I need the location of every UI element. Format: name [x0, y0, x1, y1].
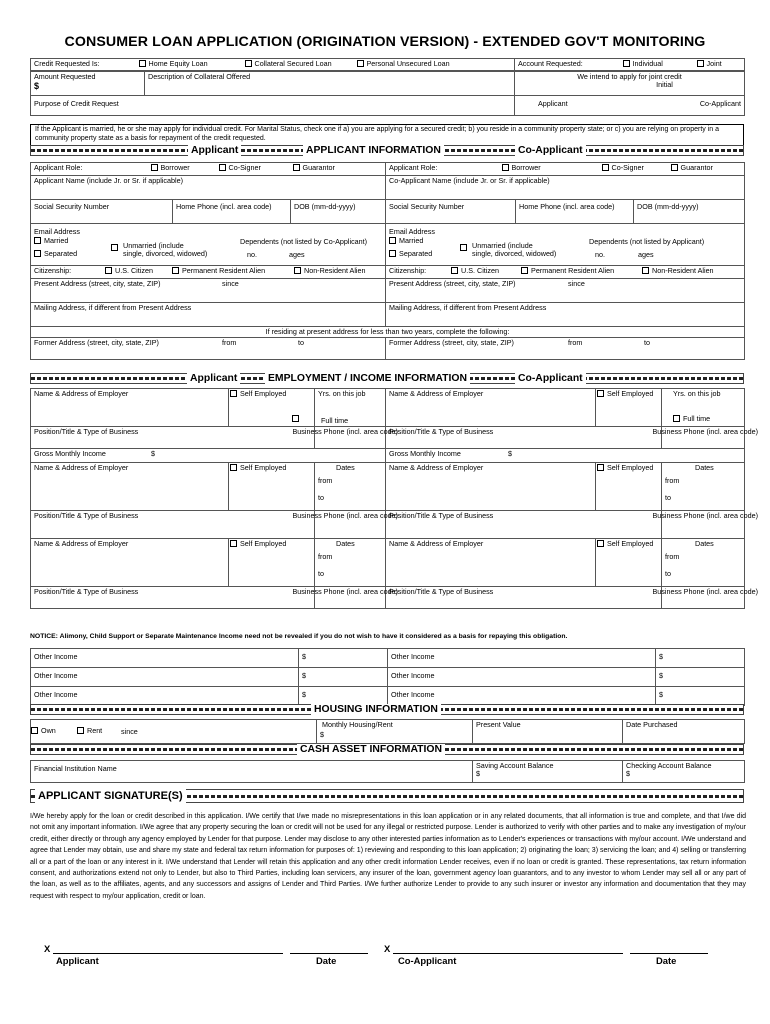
form-title: CONSUMER LOAN APPLICATION (ORIGINATION VERSION) - EXTENDED GOV'T MONITORING: [64, 34, 706, 50]
monthly-housing-label: Monthly Housing/Rent: [322, 720, 393, 729]
co-home-phone-label: Home Phone (incl. area code): [519, 202, 615, 211]
other-income-1-amount[interactable]: [299, 649, 388, 668]
borrower-checkbox[interactable]: [151, 164, 158, 171]
individual-label: Individual: [632, 59, 663, 68]
joint-credit-label: We intend to apply for joint credit: [577, 72, 682, 81]
full-time-1-checkbox[interactable]: [292, 415, 299, 422]
account-requested-label: Account Requested:: [518, 59, 583, 68]
former-address-field[interactable]: [31, 338, 386, 360]
non-resident-label: Non-Resident Alien: [304, 266, 366, 275]
applicant-info-title: APPLICANT INFORMATION: [303, 145, 444, 156]
yrs-job-1-label: Yrs. on this job: [318, 389, 366, 398]
collateral-label: Description of Collateral Offered: [148, 72, 251, 81]
employment-table: [30, 388, 758, 609]
dates-3-from: from: [318, 552, 333, 561]
co-other-income-1-dollar: $: [659, 652, 663, 661]
co-dates-3-label: Dates: [695, 539, 714, 548]
co-married-checkbox[interactable]: [389, 237, 396, 244]
housing-since-label: since: [121, 727, 138, 736]
co-other-income-3-dollar: $: [659, 690, 663, 699]
cash-title: CASH ASSET INFORMATION: [297, 744, 445, 755]
co-other-income-2[interactable]: [388, 668, 656, 687]
amount-field[interactable]: [31, 72, 145, 96]
self-employed-1-checkbox[interactable]: [230, 390, 237, 397]
employer-3-label: Name & Address of Employer: [34, 539, 129, 548]
applicant-info-bar: [30, 145, 744, 156]
co-dates-2-field[interactable]: [662, 463, 745, 511]
co-borrower-label: Borrower: [511, 163, 541, 172]
unmarried-sub-label: single, divorced, widowed): [123, 249, 208, 258]
former-to-label: to: [298, 338, 304, 348]
co-non-resident-checkbox[interactable]: [642, 267, 649, 274]
checking-label: Checking Account Balance: [626, 761, 712, 770]
co-perm-resident-checkbox[interactable]: [521, 267, 528, 274]
other-income-2-amount[interactable]: [299, 668, 388, 687]
co-applicant-role-label: Applicant Role:: [389, 163, 438, 172]
employment-left: Applicant: [187, 373, 240, 384]
citizenship-label: Citizenship:: [34, 266, 72, 275]
perm-resident-label: Permanent Resident Alien: [182, 266, 266, 275]
co-married-label: Married: [399, 236, 424, 245]
marital-notice: If the Applicant is married, he or she may apply for individual credit. For Marital Status, check one if a) you are applying for a secured credit; b) you reside in a community property state; or c) you are relying on property in a community property state as a basis for repayment of the credit requested.: [35, 126, 719, 142]
collateral-secured-checkbox[interactable]: [245, 60, 252, 67]
applicant-date-line[interactable]: [290, 953, 368, 954]
self-employed-2-label: Self Employed: [240, 463, 287, 472]
position-2-field[interactable]: [31, 511, 398, 539]
co-gross-income-dollar: $: [508, 449, 512, 458]
perm-resident-checkbox[interactable]: [172, 267, 179, 274]
gross-income-label: Gross Monthly Income: [34, 449, 106, 458]
cash-bar: [30, 744, 744, 755]
saving-dollar: $: [476, 769, 480, 779]
initial-co-applicant-label: Co-Applicant: [699, 99, 741, 108]
rent-checkbox[interactable]: [77, 727, 84, 734]
former-address-label: Former Address (street, city, state, ZIP): [34, 338, 159, 348]
applicant-info-left: Applicant: [188, 145, 241, 156]
co-self-employed-3-checkbox[interactable]: [597, 540, 604, 547]
position-3-field[interactable]: [31, 587, 398, 609]
co-self-employed-2-label: Self Employed: [607, 463, 654, 472]
co-position-3-field[interactable]: [386, 587, 758, 609]
applicant-role-label: Applicant Role:: [34, 163, 83, 172]
other-income-1[interactable]: [31, 649, 299, 668]
other-income-3-dollar: $: [302, 690, 306, 699]
co-email-label: Email Address: [389, 227, 435, 236]
amount-table: [30, 71, 745, 116]
housing-table: [30, 719, 745, 744]
cash-table: [30, 760, 745, 783]
dob-field[interactable]: [291, 200, 386, 224]
checking-dollar: $: [626, 769, 630, 779]
position-2-label: Position/Title & Type of Business: [34, 511, 139, 520]
employer-2-label: Name & Address of Employer: [34, 463, 129, 472]
co-present-address-field[interactable]: [386, 279, 745, 303]
co-yrs-job-1-field[interactable]: [662, 389, 745, 427]
co-self-employed-1-label: Self Employed: [607, 389, 654, 398]
other-income-1-dollar: $: [302, 652, 306, 661]
co-present-address-label: Present Address (street, city, state, ZIP): [389, 279, 516, 288]
self-employed-1-label: Self Employed: [240, 389, 287, 398]
employer-1-field[interactable]: [31, 389, 229, 427]
unmarried-label: Unmarried (include: [123, 241, 184, 250]
former-from-label: from: [222, 338, 237, 348]
self-employed-3-checkbox[interactable]: [230, 540, 237, 547]
employer-3-field[interactable]: [31, 539, 229, 587]
less-two-years-note: If residing at present address for less than two years, complete the following:: [265, 327, 510, 336]
present-value-field[interactable]: [473, 720, 623, 744]
co-position-1-label: Position/Title & Type of Business: [389, 427, 494, 436]
initial-applicant-label: Applicant: [538, 99, 568, 108]
date-purchased-field[interactable]: [623, 720, 745, 744]
co-former-to-label: to: [644, 338, 651, 348]
co-dependents-no-label: no.: [595, 250, 606, 259]
co-full-time-1-label: Full time: [683, 414, 711, 423]
self-employed-3-label: Self Employed: [240, 539, 287, 548]
co-gross-income-label: Gross Monthly Income: [389, 449, 461, 458]
other-income-2-label: Other Income: [34, 671, 78, 680]
amount-dollar: $: [34, 81, 40, 92]
married-label: Married: [44, 236, 69, 245]
other-income-3-amount[interactable]: [299, 687, 388, 706]
co-other-income-3[interactable]: [388, 687, 656, 706]
cosigner-checkbox[interactable]: [219, 164, 226, 171]
housing-title: HOUSING INFORMATION: [311, 704, 441, 715]
co-employer-1-field[interactable]: [386, 389, 596, 427]
co-cosigner-label: Co-Signer: [611, 163, 644, 172]
co-us-citizen-label: U.S. Citizen: [461, 266, 499, 275]
unmarried-checkbox[interactable]: [111, 244, 118, 251]
individual-checkbox[interactable]: [623, 60, 630, 67]
co-guarantor-checkbox[interactable]: [671, 164, 678, 171]
email-label: Email Address: [34, 227, 80, 236]
co-yrs-job-1-label: Yrs. on this job: [673, 389, 721, 398]
own-checkbox[interactable]: [31, 727, 38, 734]
dates-3-field[interactable]: [315, 539, 386, 587]
checking-field[interactable]: [623, 761, 745, 783]
co-other-income-2-amount[interactable]: [656, 668, 745, 687]
monthly-housing-dollar: $: [320, 730, 324, 740]
dates-3-to: to: [318, 569, 324, 578]
co-dates-2-label: Dates: [695, 463, 714, 472]
dates-2-label: Dates: [336, 463, 355, 472]
personal-unsecured-label: Personal Unsecured Loan: [366, 59, 450, 68]
co-mailing-address-field[interactable]: [386, 303, 745, 327]
co-former-address-label: Former Address (street, city, state, ZIP): [389, 338, 514, 348]
signature-title: APPLICANT SIGNATURE(S): [35, 789, 186, 803]
co-dates-3-from: from: [665, 552, 680, 561]
present-since-label: since: [222, 279, 239, 288]
signature-bar: [30, 789, 744, 803]
employment-right: Co-Applicant: [515, 373, 586, 384]
co-other-income-1[interactable]: [388, 649, 656, 668]
other-income-3[interactable]: [31, 687, 299, 706]
co-other-income-1-amount[interactable]: [656, 649, 745, 668]
co-position-2-label: Position/Title & Type of Business: [389, 511, 494, 520]
co-non-resident-label: Non-Resident Alien: [652, 266, 714, 275]
mailing-address-field[interactable]: [31, 303, 386, 327]
home-equity-label: Home Equity Loan: [148, 59, 208, 68]
credit-request-table: [30, 58, 745, 71]
monthly-housing-field[interactable]: [317, 720, 473, 744]
agreement-text: I/We hereby apply for the loan or credit described in this application. I/We certify that I/we made no misrepresentations in this loan application or in any related documents, that all information is true and complete, and that I/we did not omit any important information. I/We agree that any property securing the loan or credit will not be used for any illegal or restricted purpose. Lender is authorized to verify with other parties and to make any investigation of my/our credit, either directly or through any agency employed by Lender for that purpose. Lender may disclose to any other interested parties information as to Lender's experiences or transactions with my/our account. I/We understand and agree that Lender may obtain, use and share my state and federal tax return information for purposes of: 1) reviewing and responding to this loan application; 2) originating the loan; 3) servicing the loan; and 4) selling or transferring all or a part of the loan or any interest in it. I/We understand that Lender will retain this application and any other credit information Lender receives, even if no loan or credit is granted. These representations, tax return information consent, and authorizations extend not only to Lender, but also to Third Parties, including loan servicers, any insurer of the loan, government agency loan guarantors, and to any investor to whom Lender may sell all or any part of the loan, as well as to the affiliates, agents, and any successors and assigns of Lender and Third Parties. I/We further authorize Lender to provide to any such insurer or investor any information and documentation that they may request with respect to my/our application, credit or loan.: [30, 813, 746, 900]
dependents-label: Dependents (not listed by Co-Applicant): [240, 237, 368, 246]
gross-income-dollar: $: [151, 449, 155, 458]
initial-label: Initial: [656, 80, 673, 90]
co-ssn-label: Social Security Number: [389, 202, 465, 211]
co-present-since-label: since: [568, 279, 585, 288]
mailing-address-label: Mailing Address, if different from Present Address: [34, 303, 192, 312]
co-self-employed-2-checkbox[interactable]: [597, 464, 604, 471]
rent-label: Rent: [87, 726, 103, 735]
marital-notice-box: [30, 124, 744, 146]
co-guarantor-label: Guarantor: [680, 163, 713, 172]
home-phone-label: Home Phone (incl. area code): [176, 202, 272, 211]
joint-checkbox[interactable]: [697, 60, 704, 67]
co-dates-2-from: from: [665, 476, 680, 485]
cosigner-label: Co-Signer: [228, 163, 261, 172]
co-employer-1-label: Name & Address of Employer: [389, 389, 484, 398]
co-dates-2-to: to: [665, 493, 671, 502]
us-citizen-checkbox[interactable]: [105, 267, 112, 274]
other-income-2[interactable]: [31, 668, 299, 687]
applicant-name-field[interactable]: [31, 176, 386, 200]
joint-label: Joint: [706, 59, 722, 68]
co-applicant-x-mark: X: [384, 943, 391, 954]
income-notice: NOTICE: Alimony, Child Support or Separate Maintenance Income need not be revealed if you do not wish to have it considered as a basis for repaying this obligation.: [30, 633, 568, 640]
other-income-table: [30, 648, 745, 706]
co-former-address-field[interactable]: [386, 338, 745, 360]
other-income-2-dollar: $: [302, 671, 306, 680]
married-checkbox[interactable]: [34, 237, 41, 244]
ssn-label: Social Security Number: [34, 202, 110, 211]
co-unmarried-sub-label: single, divorced, widowed): [472, 249, 557, 258]
business-phone-3-label: Business Phone (incl. area code): [292, 587, 398, 596]
credit-requested-label: Credit Requested Is:: [34, 59, 100, 68]
co-ssn-field[interactable]: [386, 200, 516, 224]
employment-title: EMPLOYMENT / INCOME INFORMATION: [265, 373, 470, 384]
co-full-time-1-checkbox[interactable]: [673, 415, 680, 422]
co-other-income-1-label: Other Income: [391, 652, 435, 661]
co-business-phone-2-label: Business Phone (incl. area code): [652, 511, 758, 520]
co-applicant-signature-line[interactable]: [393, 953, 623, 954]
housing-bar: [30, 704, 744, 715]
co-dates-3-field[interactable]: [662, 539, 745, 587]
co-position-2-field[interactable]: [386, 511, 758, 539]
borrower-label: Borrower: [160, 163, 190, 172]
co-applicant-name-field[interactable]: [386, 176, 745, 200]
co-self-employed-1-checkbox[interactable]: [597, 390, 604, 397]
co-other-income-3-label: Other Income: [391, 690, 435, 699]
us-citizen-label: U.S. Citizen: [115, 266, 153, 275]
present-address-field[interactable]: [31, 279, 386, 303]
co-self-employed-3-label: Self Employed: [607, 539, 654, 548]
applicant-name-label: Applicant Name (include Jr. or Sr. if applicable): [34, 176, 184, 185]
employer-1-label: Name & Address of Employer: [34, 389, 129, 398]
separated-label: Separated: [44, 249, 78, 258]
own-label: Own: [41, 726, 56, 735]
co-dob-field[interactable]: [634, 200, 745, 224]
dates-2-to: to: [318, 493, 324, 502]
co-perm-resident-label: Permanent Resident Alien: [531, 266, 615, 275]
co-dependents-ages-label: ages: [638, 250, 654, 259]
position-1-label: Position/Title & Type of Business: [34, 427, 139, 436]
guarantor-label: Guarantor: [302, 163, 335, 172]
co-applicant-date-line[interactable]: [630, 953, 708, 954]
co-position-1-field[interactable]: [386, 427, 758, 449]
saving-field[interactable]: [473, 761, 623, 783]
purpose-label: Purpose of Credit Request: [34, 99, 119, 108]
applicant-signature-label: Applicant: [56, 955, 99, 966]
co-separated-label: Separated: [399, 249, 433, 258]
co-home-phone-field[interactable]: [516, 200, 634, 224]
applicant-x-mark: X: [44, 943, 51, 954]
co-unmarried-checkbox[interactable]: [460, 244, 467, 251]
co-borrower-checkbox[interactable]: [502, 164, 509, 171]
co-citizenship-label: Citizenship:: [389, 266, 427, 275]
self-employed-2-checkbox[interactable]: [230, 464, 237, 471]
co-employer-2-field[interactable]: [386, 463, 596, 511]
institution-field[interactable]: [31, 761, 473, 783]
co-unmarried-label: Unmarried (include: [472, 241, 533, 250]
position-3-label: Position/Title & Type of Business: [34, 587, 139, 596]
joint-credit-field[interactable]: [515, 72, 745, 96]
business-phone-1-label: Business Phone (incl. area code): [292, 427, 398, 436]
co-business-phone-1-label: Business Phone (incl. area code): [652, 427, 758, 436]
co-applicant-date-label: Date: [656, 955, 677, 966]
full-time-1-label: Full time: [321, 416, 349, 425]
co-cosigner-checkbox[interactable]: [602, 164, 609, 171]
dob-label: DOB (mm-dd-yyyy): [294, 202, 356, 211]
other-income-1-label: Other Income: [34, 652, 78, 661]
employer-2-field[interactable]: [31, 463, 229, 511]
business-phone-2-label: Business Phone (incl. area code): [292, 511, 398, 520]
position-1-field[interactable]: [31, 427, 398, 449]
dependents-ages-label: ages: [289, 250, 305, 259]
separated-checkbox[interactable]: [34, 250, 41, 257]
applicant-signature-line[interactable]: [53, 953, 283, 954]
co-dob-label: DOB (mm-dd-yyyy): [637, 202, 699, 211]
co-dependents-label: Dependents (not listed by Applicant): [589, 237, 705, 246]
yrs-job-1-field[interactable]: [315, 389, 386, 427]
present-address-label: Present Address (street, city, state, ZIP): [34, 279, 161, 288]
co-applicant-signature-label: Co-Applicant: [398, 955, 457, 966]
ssn-field[interactable]: [31, 200, 173, 224]
amount-label: Amount Requested: [34, 72, 96, 81]
gross-income-field[interactable]: [31, 449, 386, 463]
co-separated-checkbox[interactable]: [389, 250, 396, 257]
dependents-no-label: no.: [247, 250, 257, 259]
personal-unsecured-checkbox[interactable]: [357, 60, 364, 67]
co-other-income-2-label: Other Income: [391, 671, 435, 680]
co-us-citizen-checkbox[interactable]: [451, 267, 458, 274]
collateral-field[interactable]: [145, 72, 515, 96]
employment-bar: [30, 373, 744, 384]
co-employer-2-label: Name & Address of Employer: [389, 463, 484, 472]
co-other-income-3-amount[interactable]: [656, 687, 745, 706]
collateral-secured-label: Collateral Secured Loan: [254, 59, 332, 68]
applicant-info-table: [30, 162, 745, 360]
saving-label: Saving Account Balance: [476, 761, 554, 770]
applicant-date-label: Date: [316, 955, 337, 966]
co-dates-3-to: to: [665, 569, 671, 578]
non-resident-checkbox[interactable]: [294, 267, 301, 274]
home-equity-checkbox[interactable]: [139, 60, 146, 67]
guarantor-checkbox[interactable]: [293, 164, 300, 171]
applicant-info-right: Co-Applicant: [515, 145, 586, 156]
dates-2-from: from: [318, 476, 333, 485]
co-employer-3-field[interactable]: [386, 539, 596, 587]
co-employer-3-label: Name & Address of Employer: [389, 539, 484, 548]
other-income-3-label: Other Income: [34, 690, 78, 699]
co-applicant-name-label: Co-Applicant Name (include Jr. or Sr. if applicable): [389, 176, 550, 185]
dates-3-label: Dates: [336, 539, 355, 548]
co-mailing-address-label: Mailing Address, if different from Present Address: [389, 303, 547, 312]
purpose-field[interactable]: [31, 96, 515, 116]
home-phone-field[interactable]: [173, 200, 291, 224]
present-value-label: Present Value: [476, 720, 521, 729]
co-gross-income-field[interactable]: [386, 449, 745, 463]
institution-label: Financial Institution Name: [34, 764, 117, 773]
co-business-phone-3-label: Business Phone (incl. area code): [652, 587, 758, 596]
co-other-income-2-dollar: $: [659, 671, 663, 680]
co-former-from-label: from: [568, 338, 583, 348]
co-position-3-label: Position/Title & Type of Business: [389, 587, 494, 596]
date-purchased-label: Date Purchased: [626, 720, 678, 729]
dates-2-field[interactable]: [315, 463, 386, 511]
